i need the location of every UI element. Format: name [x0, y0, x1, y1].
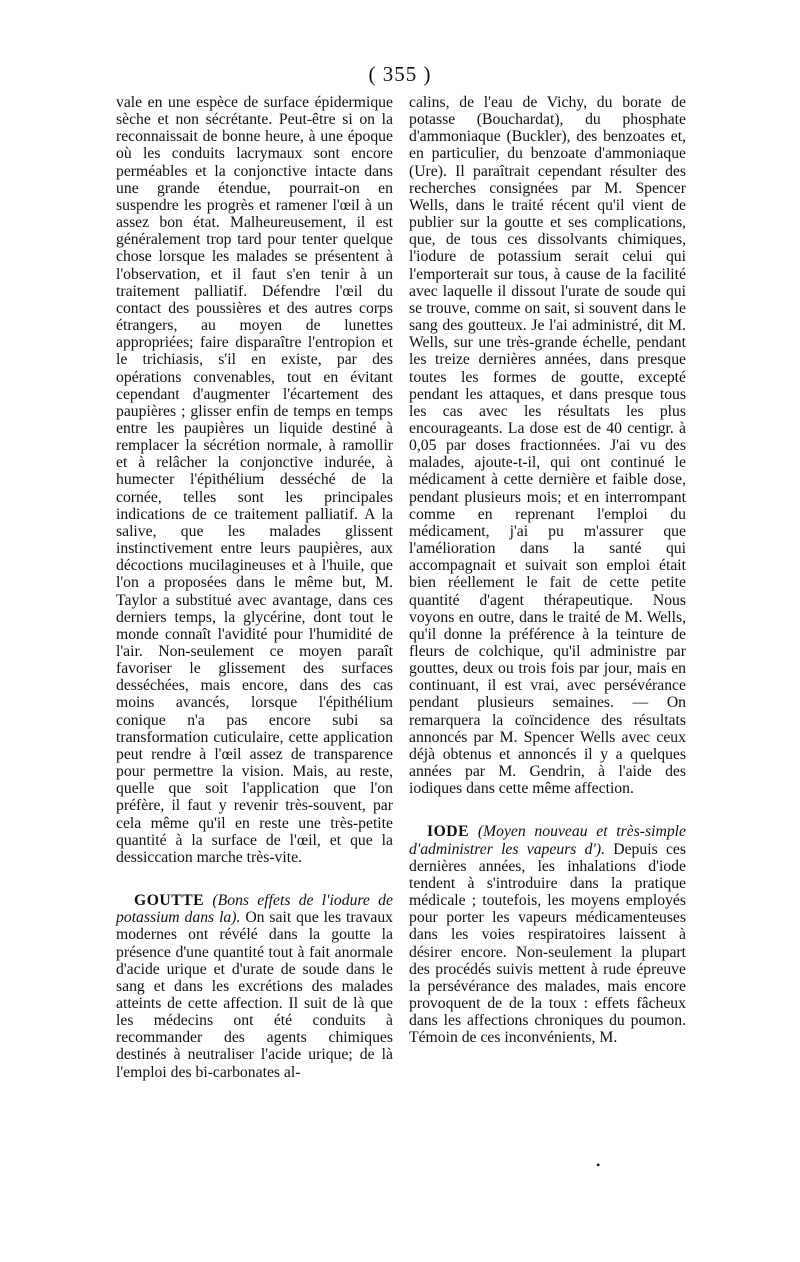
end-mark: • [596, 1158, 601, 1172]
section-gap [116, 866, 393, 892]
section-iode [409, 823, 686, 1046]
section-heading-goutte: GOUTTE [134, 892, 205, 910]
left-column [116, 94, 393, 1081]
section-subtitle-iode: (Moyen nouveau et très-simple d'administrer les vapeurs d'). [409, 823, 686, 858]
section-text-iode: Depuis ces dernières années, les inhalations d'iode tendent à s'introduire dans la pratique médicale ; toutefois, les moyens employés pour porter les vapeurs médicamenteuses dans les voies respiratoires laissent à désirer encore. Non-seulement la plupart des procédés suivis mettent à rude épreuve la persévérance des malades, mais encore provoquent de de la toux : effets fâcheux dans les affections chroniques du poumon. Témoin de ces inconvénients, M. [409, 840, 686, 1047]
right-column [409, 94, 686, 1046]
page-number: ( 355 ) [368, 62, 432, 86]
section-gap [409, 797, 686, 823]
paragraph-xerophthalmia: vale en une espèce de surface épidermique sèche et non sécrétante. Peut-être si on la reconnaissait de bonne heure, à une époque où les conduits lacrymaux sont encore perméables et la conjonctive intacte dans une grande étendue, pourrait-on en suspendre les progrès et ramener l'œil à un assez bon état. Malheureusement, il est généralement trop tard pour tenter quelque chose lorsque les malades se présentent à l'observation, et il faut s'en tenir à un traitement palliatif. Défendre l'œil du contact des poussières et des autres corps étrangers, au moyen de lunettes appropriées; faire disparaître l'entropion et le trichiasis, s'il en existe, par des opérations convenables, tout en évitant cependant d'augmenter l'écartement des paupières ; glisser enfin de temps en temps entre les paupières un liquide destiné à remplacer la sécrétion normale, à ramollir et à relâcher la conjonctive indurée, à humecter l'épithélium desséché de la cornée, telles sont les principales indications de ce traitement palliatif. A la salive, que les malades glissent instinctivement entre leurs paupières, aux décoctions mucilagineuses et à l'huile, que l'on a proposées dans le même but, M. Taylor a substitué avec avantage, dans ces derniers temps, la glycérine, dont tout le monde connaît l'avidité pour l'humidité de l'air. Non-seulement ce moyen paraît favoriser le glissement des surfaces desséchées, mais encore, dans des cas moins avancés, lorsque l'épithélium conique n'a pas encore subi sa transformation cuticulaire, cette application peut rendre à l'œil assez de transparence pour permettre la vision. Mais, au reste, quelle que soit l'application que l'on préfère, il faut y revenir très-souvent, par cela même qu'il en reste une très-petite quantité à la surface de l'œil, et que la dessiccation marche très-vite. [116, 94, 393, 866]
section-goutte [116, 892, 393, 1081]
paragraph-iodure: calins, de l'eau de Vichy, du borate de potasse (Bouchardat), du phosphate d'ammoniaque (Buckler), des benzoates et, en particulier, du benzoate d'ammoniaque (Ure). Il paraîtrait cependant résulter des recherches consignées par M. Spencer Wells, dans le traité récent qu'il vient de publier sur la goutte et ses complications, que, de tous ces dissolvants chimiques, l'iodure de potassium serait celui qui l'emporterait sur tous, à cause de la facilité avec laquelle il dissout l'urate de soude qui se trouve, comme on sait, si souvent dans le sang des goutteux. Je l'ai administré, dit M. Wells, sur une très-grande échelle, pendant les treize dernières années, dans presque toutes les formes de goutte, excepté pendant les attaques, et dans presque tous les cas avec les résultats les plus encourageants. La dose est de 40 centigr. à 0,05 par doses fractionnées. J'ai vu des malades, ajoute-t-il, qui ont continué le médicament à cette dernière et faible dose, pendant plusieurs mois; et en interrompant comme en reprenant l'emploi du médicament, j'ai pu m'assurer que l'amélioration dans la santé qui accompagnait et suivait son emploi était bien réellement le fait de cette petite quantité d'agent thérapeutique. Nous voyons en outre, dans le traité de M. Wells, qu'il donne la préférence à la teinture de fleurs de colchique, qu'il administre par gouttes, deux ou trois fois par jour, mais en continuant, il est vrai, avec persévérance pendant plusieurs semaines. — On remarquera la coïncidence des résultats annoncés par M. Spencer Wells avec ceux déjà obtenus et annoncés il y a quelques années par M. Gendrin, à l'aide des iodiques dans cette même affection. [409, 94, 686, 798]
section-heading-iode: IODE [427, 823, 470, 841]
section-text-goutte: On sait que les travaux modernes ont révélé dans la goutte la présence d'une quantité tout à fait anormale d'acide urique et d'urate de soude dans le sang et dans les excrétions des malades atteints de cette affection. Il suit de là que les médecins ont été conduits à recommander des agents chimiques destinés à neutraliser l'acide urique; de là l'emploi des bi-carbonates al- [116, 909, 394, 1081]
section-subtitle-goutte: (Bons effets de l'iodure de potassium dans la). [116, 892, 393, 927]
